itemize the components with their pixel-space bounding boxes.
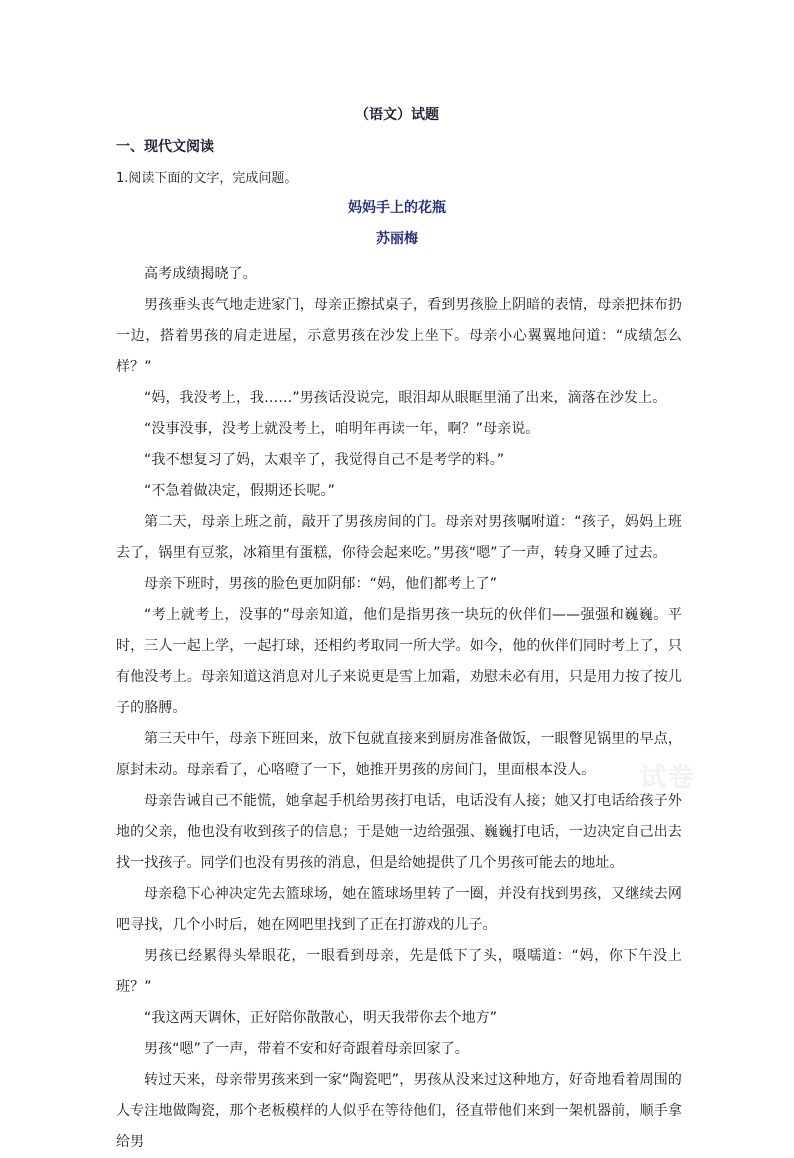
paragraph: 男孩垂头丧气地走进家门，母亲正擦拭桌子，看到男孩脸上阴暗的表情，母亲把抹布扔一边，搭着男孩的肩走进屋，示意男孩在沙发上坐下。母亲小心翼翼地问道：“成绩怎么样？” [116, 297, 682, 375]
watermark: 试卷 [640, 763, 697, 793]
story-title: 妈妈手上的花瓶 [348, 200, 446, 216]
section-heading: 一、现代文阅读 [116, 139, 214, 155]
paragraph: 男孩已经累得头晕眼花，一眼看到母亲，先是低下了头，嗫嚅道：“妈，你下午没上班？” [116, 948, 682, 995]
paragraph: “没事没事，没考上就没考上，咱明年再读一年，啊？”母亲说。 [144, 421, 540, 437]
story-body [116, 259, 682, 1158]
paragraph: “我不想复习了妈，太艰辛了，我觉得自己不是考学的料。” [144, 452, 505, 468]
paragraph: “不急着做决定，假期还长呢。” [144, 483, 336, 499]
story-author: 苏丽梅 [376, 231, 418, 247]
paragraph: 高考成绩揭晓了。 [144, 266, 257, 282]
paragraph: “考上就考上，没事的”母亲知道，他们是指男孩一块玩的伙伴们——强强和巍巍。平时，三人一起上学，一起打球，还相约考取同一所大学。如今，他的伙伴们同时考上了，只有他没考上。母亲知道这消息对儿子来说更是雪上加霜，劝慰未必有用，只是用力按了按儿子的胳膊。 [116, 607, 682, 716]
exam-title: （语文）试题 [355, 107, 439, 123]
paragraph: 男孩“嗯”了一声，带着不安和好奇跟着母亲回家了。 [144, 1041, 469, 1057]
paragraph: 第二天，母亲上班之前，敲开了男孩房间的门。母亲对男孩嘱咐道：“孩子，妈妈上班去了，锅里有豆浆，冰箱里有蛋糕，你待会起来吃。”男孩“嗯”了一声，转身又睡了过去。 [116, 514, 682, 561]
paragraph: 母亲告诫自己不能慌，她拿起手机给男孩打电话，电话没有人接；她又打电话给孩子外地的父亲，他也没有收到孩子的信息；于是她一边给强强、巍巍打电话，一边决定自己出去找一找孩子。同学们也没有男孩的消息，但是给她提供了几个男孩可能去的地址。 [116, 793, 682, 871]
paragraph: 母亲下班时，男孩的脸色更加阴郁：“妈，他们都考上了” [144, 576, 498, 592]
paragraph: 母亲稳下心神决定先去篮球场，她在篮球场里转了一圈，并没有找到男孩，又继续去网吧寻找，几个小时后，她在网吧里找到了正在打游戏的儿子。 [116, 886, 682, 933]
paragraph: “妈，我没考上，我……”男孩话没说完，眼泪却从眼眶里涌了出来，滴落在沙发上。 [144, 390, 667, 406]
paragraph: 第三天中午，母亲下班回来，放下包就直接来到厨房准备做饭，一眼瞥见锅里的早点，原封未动。母亲看了，心咯噔了一下，她推开男孩的房间门，里面根本没人。 [116, 731, 682, 778]
paragraph: 转过天来，母亲带男孩来到一家“陶瓷吧”，男孩从没来过这种地方，好奇地看着周围的人专注地做陶瓷，那个老板模样的人似乎在等待他们，径直带他们来到一架机器前，顺手拿给男 [116, 1072, 682, 1150]
paragraph: “我这两天调休，正好陪你散散心，明天我带你去个地方” [144, 1010, 498, 1026]
question-instruction: 1.阅读下面的文字，完成问题。 [116, 171, 298, 186]
